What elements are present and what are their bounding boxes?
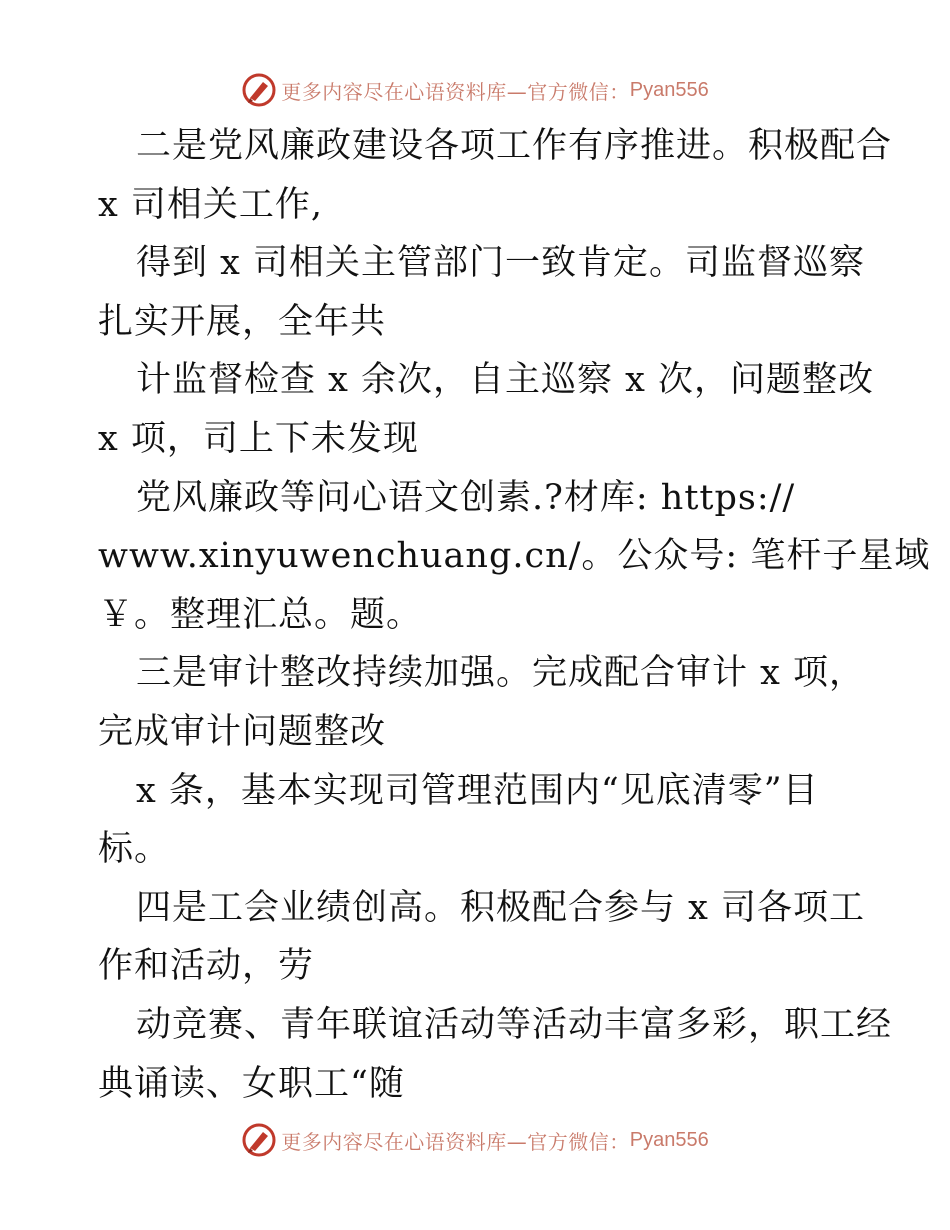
body-line: 作和活动，劳 — [98, 946, 315, 987]
footer-banner — [0, 1120, 950, 1160]
body-line: 动竞赛、青年联谊活动等活动丰富多彩，职工经 — [136, 1004, 893, 1045]
body-line: x 项，司上下未发现 — [98, 418, 419, 459]
body-line: 典诵读、女职工“随 — [98, 1063, 405, 1104]
banner-wechat-id: Pyan556 — [629, 1128, 709, 1151]
body-line: 三是审计整改持续加强。完成配合审计 x 项， — [136, 653, 865, 694]
body-line: 四是工会业绩创高。积极配合参与 x 司各项工 — [136, 887, 865, 928]
pen-logo-icon — [241, 1122, 277, 1158]
body-line: 标。 — [98, 829, 171, 870]
body-line: 二是党风廉政建设各项工作有序推进。积极配合 — [136, 126, 893, 166]
body-line: 完成审计问题整改 — [98, 711, 387, 752]
banner-text: 更多内容尽在心语资料库—官方微信： — [281, 1129, 630, 1154]
body-line: 扎实开展，全年共 — [98, 301, 387, 342]
banner-wechat-id: Pyan556 — [629, 78, 709, 101]
body-line: x 司相关工作, — [98, 184, 323, 225]
body-line: 得到 x 司相关主管部门一致肯定。司监督巡察 — [136, 243, 865, 284]
banner-text: 更多内容尽在心语资料库—官方微信： — [281, 79, 630, 104]
pen-logo-icon — [241, 72, 277, 108]
body-line: x 条，基本实现司管理范围内“见底清零”目 — [136, 770, 819, 811]
body-line: ￥。整理汇总。题。 — [98, 594, 423, 635]
body-line: 党风廉政等问心语文创素.?材库: https:// — [136, 477, 796, 518]
document-body — [98, 117, 931, 1113]
body-line: 计监督检查 x 余次，自主巡察 x 次，问题整改 — [136, 360, 874, 401]
body-line: www.xinyuwenchuang.cn/。公众号: 笔杆子星域 — [98, 536, 931, 577]
header-banner — [0, 70, 950, 110]
